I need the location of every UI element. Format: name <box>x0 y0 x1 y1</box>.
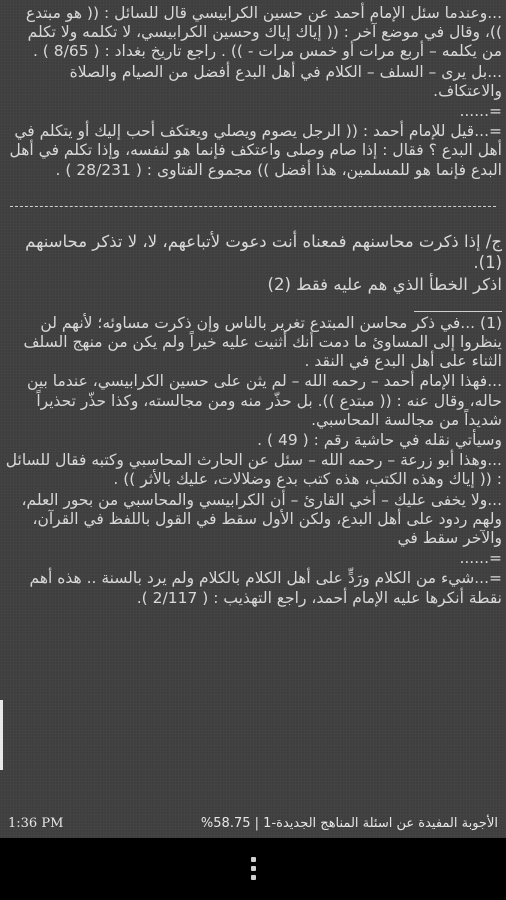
paragraph: ...وعندما سئل الإمام أحمد عن حسين الكرابيسي قال للسائل : (( هو مبتدع ))، وقال في موضع آخر : (( إياك إياك وحسين الكرابيسي، لا تكلمه ولا تكلم من يكلمه – أربع مرات أو خمس مرات - )) . راجع تاريخ بغداد : ( 8/65 ) . <box>25 4 502 61</box>
menu-dot <box>251 857 256 862</box>
menu-dot <box>251 866 256 871</box>
footnote-paragraph: =...... <box>459 549 502 568</box>
system-nav-bar <box>0 838 506 900</box>
page-text <box>4 4 502 609</box>
page-edge-marker <box>0 700 3 770</box>
answer-line: ج/ إذا ذكرت محاسنهم فمعناه أنت دعوت لأتباعهم، لا، لا تذكر محاسنهم (1). <box>25 231 502 272</box>
footnote-paragraph: وسيأتي نقله في حاشية رقم : ( 49 ) . <box>257 431 502 450</box>
paragraph: =...قيل للإمام أحمد : (( الرجل يصوم ويصلي ويعتكف أحب إليك أو يتكلم في أهل البدع ؟ فقال : إذا صام وصلى واعتكف فإنما هو لنفسه، وإذا تكلم في أهل البدع فإنما هو للمسلمين، هذا أفضل )) مجموع الفتاوى : ( 28/231 ) . <box>9 122 502 179</box>
footnote-paragraph: ...فهذا الإمام أحمد – رحمه الله – لم يثن على حسين الكرابيسي، عندما بين حاله، وقال عنه : (( مبتدع )). بل حذّر منه ومن مجالسته، وكذا حذّر تحذيراً شديداً من مجالسة المحاسبي. <box>27 372 502 429</box>
footnote-rule <box>414 311 502 312</box>
footnote-paragraph: (1) ...في ذكر محاسن المبتدع تغرير بالناس وإن ذكرت مساوئه؛ لأنهم لن ينظروا إلى المساوئ ما دمت أنك أثنيت عليه خيراً ولم يكن من منهج السلف الثناء على أهل البدع في النقد . <box>23 313 502 371</box>
footnote-paragraph: ...وهذا أبو زرعة – رحمه الله – سئل عن الحارث المحاسبي وكتبه فقال للسائل : (( إياك وهذه الكتب، هذه كتب بدع وضلالات، عليك بالأثر )) . <box>5 451 502 489</box>
footnote-paragraph: =...شيء من الكلام ورَدٍّ على أهل الكلام بالكلام ولم يرد بالسنة .. هذه أهم نقطة أنكرها عليه الإمام أحمد، راجع التهذيب : ( 2/117 ). <box>29 569 502 607</box>
overflow-menu-icon[interactable] <box>233 848 273 888</box>
answer-line: اذكر الخطأ الذي هم عليه فقط (2) <box>267 274 502 294</box>
book-progress-label: الأجوبة المفيدة عن اسئلة المناهج الجديدة-1 | 58.75% <box>200 815 498 831</box>
footnote-paragraph: ...ولا يخفى عليك – أخي القارئ – أن الكرابيسي والمحاسبي من بحور العلم، ولهم ردود على أهل البدع، ولكن الأول سقط في القول باللفظ في القرآن، والآخر سقط في <box>21 490 502 548</box>
section-divider <box>10 206 496 207</box>
reader-status-bar <box>0 808 506 838</box>
paragraph: =...... <box>459 102 502 121</box>
paragraph: ...بل يرى – السلف – الكلام في أهل البدع أفضل من الصيام والصلاة والاعتكاف. <box>69 62 502 100</box>
menu-dot <box>251 875 256 880</box>
clock-time: 1:36 PM <box>8 815 64 831</box>
